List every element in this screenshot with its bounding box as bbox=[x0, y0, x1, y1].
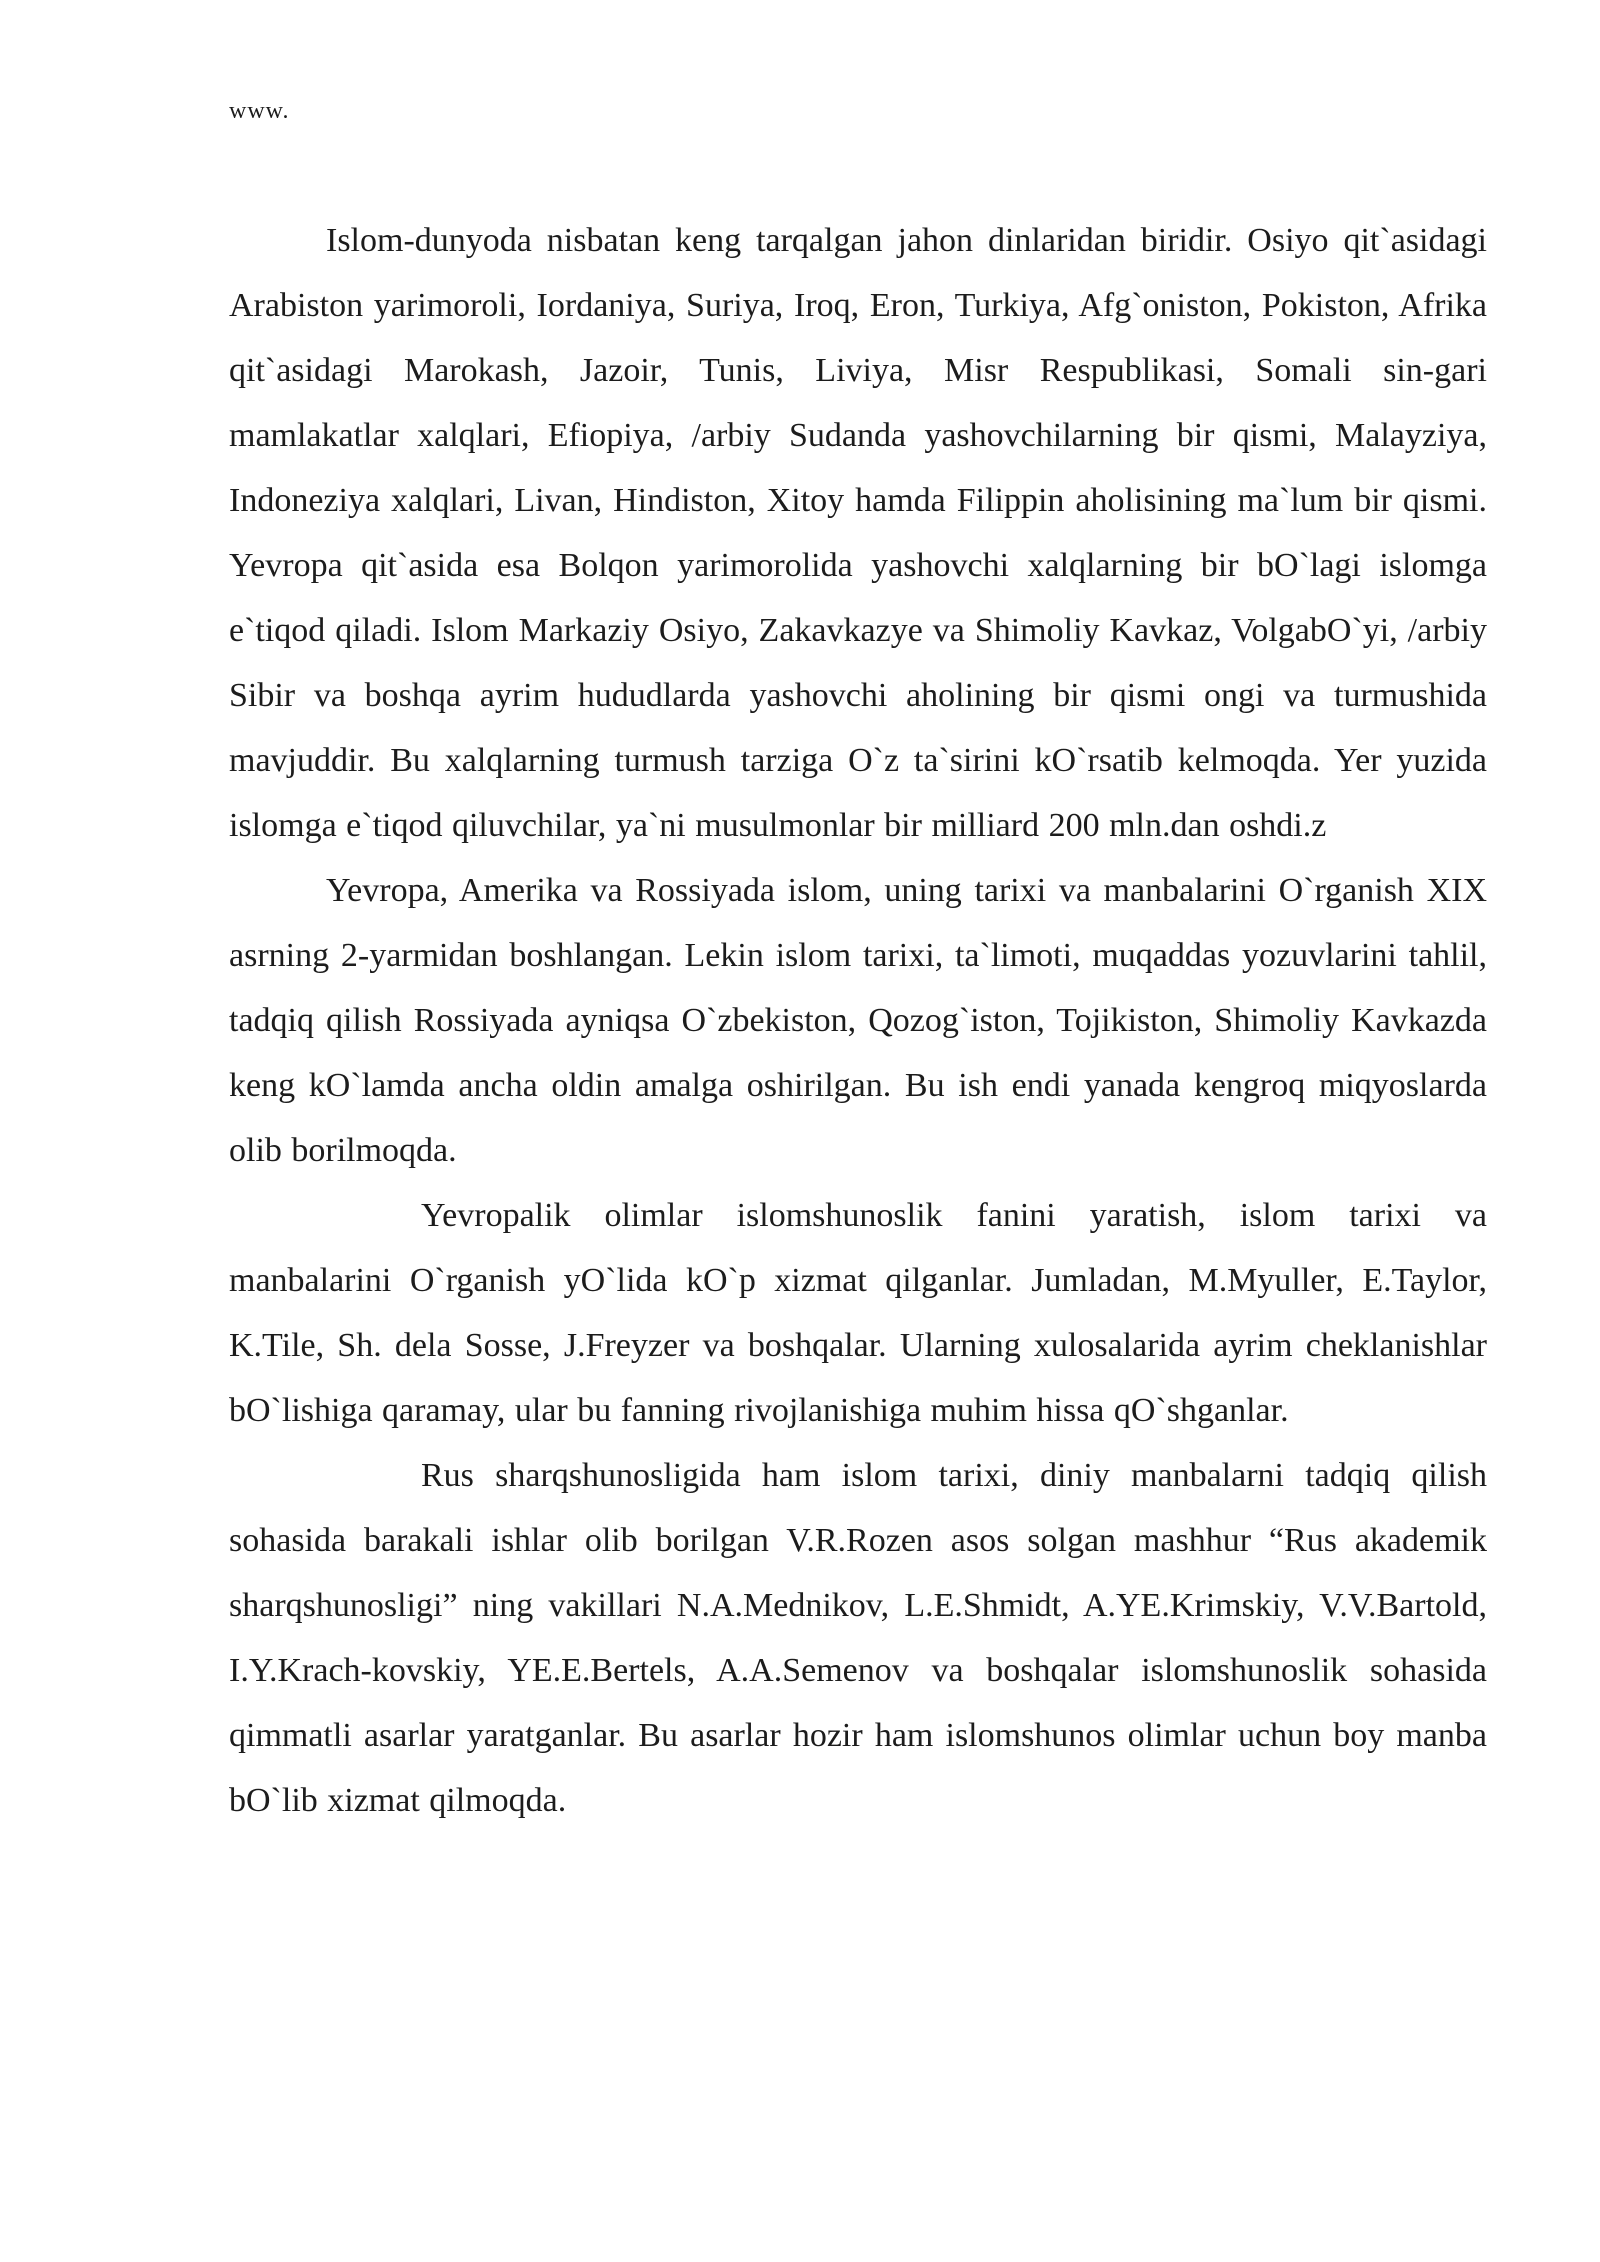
document-body bbox=[229, 208, 1487, 1833]
page-header: www. bbox=[229, 98, 290, 124]
paragraph-european-scholars: Yevropalik olimlar islomshunoslik fanini yaratish, islom tarixi va manbalarini O`rganish yO`lida kO`p xizmat qilganlar. Jumladan, M.Myuller, E.Taylor, K.Tile, Sh. dela Sosse, J.Freyzer va boshqalar. Ularning xulosalarida ayrim cheklanishlar bO`lishiga qaramay, ular bu fanning rivojlanishiga muhim hissa qO`shganlar. bbox=[229, 1197, 1487, 1429]
paragraph-russian-orientalism: Rus sharqshunosligida ham islom tarixi, diniy manbalarni tadqiq qilish sohasida barakali ishlar olib borilgan V.R.Rozen asos solgan mashhur “Rus akademik sharqshunosligi” ning vakillari N.A.Mednikov, L.E.Shmidt, A.YE.Krimskiy, V.V.Bartold, I.Y.Krach-kovskiy, YE.E.Bertels, A.A.Semenov va boshqalar islomshunoslik sohasida qimmatli asarlar yaratganlar. Bu asarlar hozir ham islomshunos olimlar uchun boy manba bO`lib xizmat qilmoqda. bbox=[229, 1457, 1487, 1819]
paragraph-islom-spread: Islom-dunyoda nisbatan keng tarqalgan jahon dinlaridan biridir. Osiyo qit`asidagi Arabiston yarimoroli, Iordaniya, Suriya, Iroq, Eron, Turkiya, Afg`oniston, Pokiston, Afrika qit`asidagi Marokash, Jazoir, Tunis, Liviya, Misr Respublikasi, Somali sin-gari mamlakatlar xalqlari, Efiopiya, /arbiy Sudanda yashovchilarning bir qismi, Malayziya, Indoneziya xalqlari, Livan, Hindiston, Xitoy hamda Filippin aholisining ma`lum bir qismi. Yevropa qit`asida esa Bolqon yarimorolida yashovchi xalqlarning bir bO`lagi islomga e`tiqod qiladi. Islom Markaziy Osiyo, Zakavkazye va Shimoliy Kavkaz, VolgabO`yi, /arbiy Sibir va boshqa ayrim hududlarda yashovchi aholining bir qismi ongi va turmushida mavjuddir. Bu xalqlarning turmush tarziga O`z ta`sirini kO`rsatib kelmoqda. Yer yuzida islomga e`tiqod qiluvchilar, ya`ni musulmonlar bir milliard 200 mln.dan oshdi.z bbox=[229, 222, 1487, 844]
paragraph-islom-study-history: Yevropa, Amerika va Rossiyada islom, uning tarixi va manbalarini O`rganish XIX asrning 2-yarmidan boshlangan. Lekin islom tarixi, ta`limoti, muqaddas yozuvlarini tahlil, tadqiq qilish Rossiyada ayniqsa O`zbekiston, Qozog`iston, Tojikiston, Shimoliy Kavkazda keng kO`lamda ancha oldin amalga oshirilgan. Bu ish endi yanada kengroq miqyoslarda olib borilmoqda. bbox=[229, 872, 1487, 1169]
